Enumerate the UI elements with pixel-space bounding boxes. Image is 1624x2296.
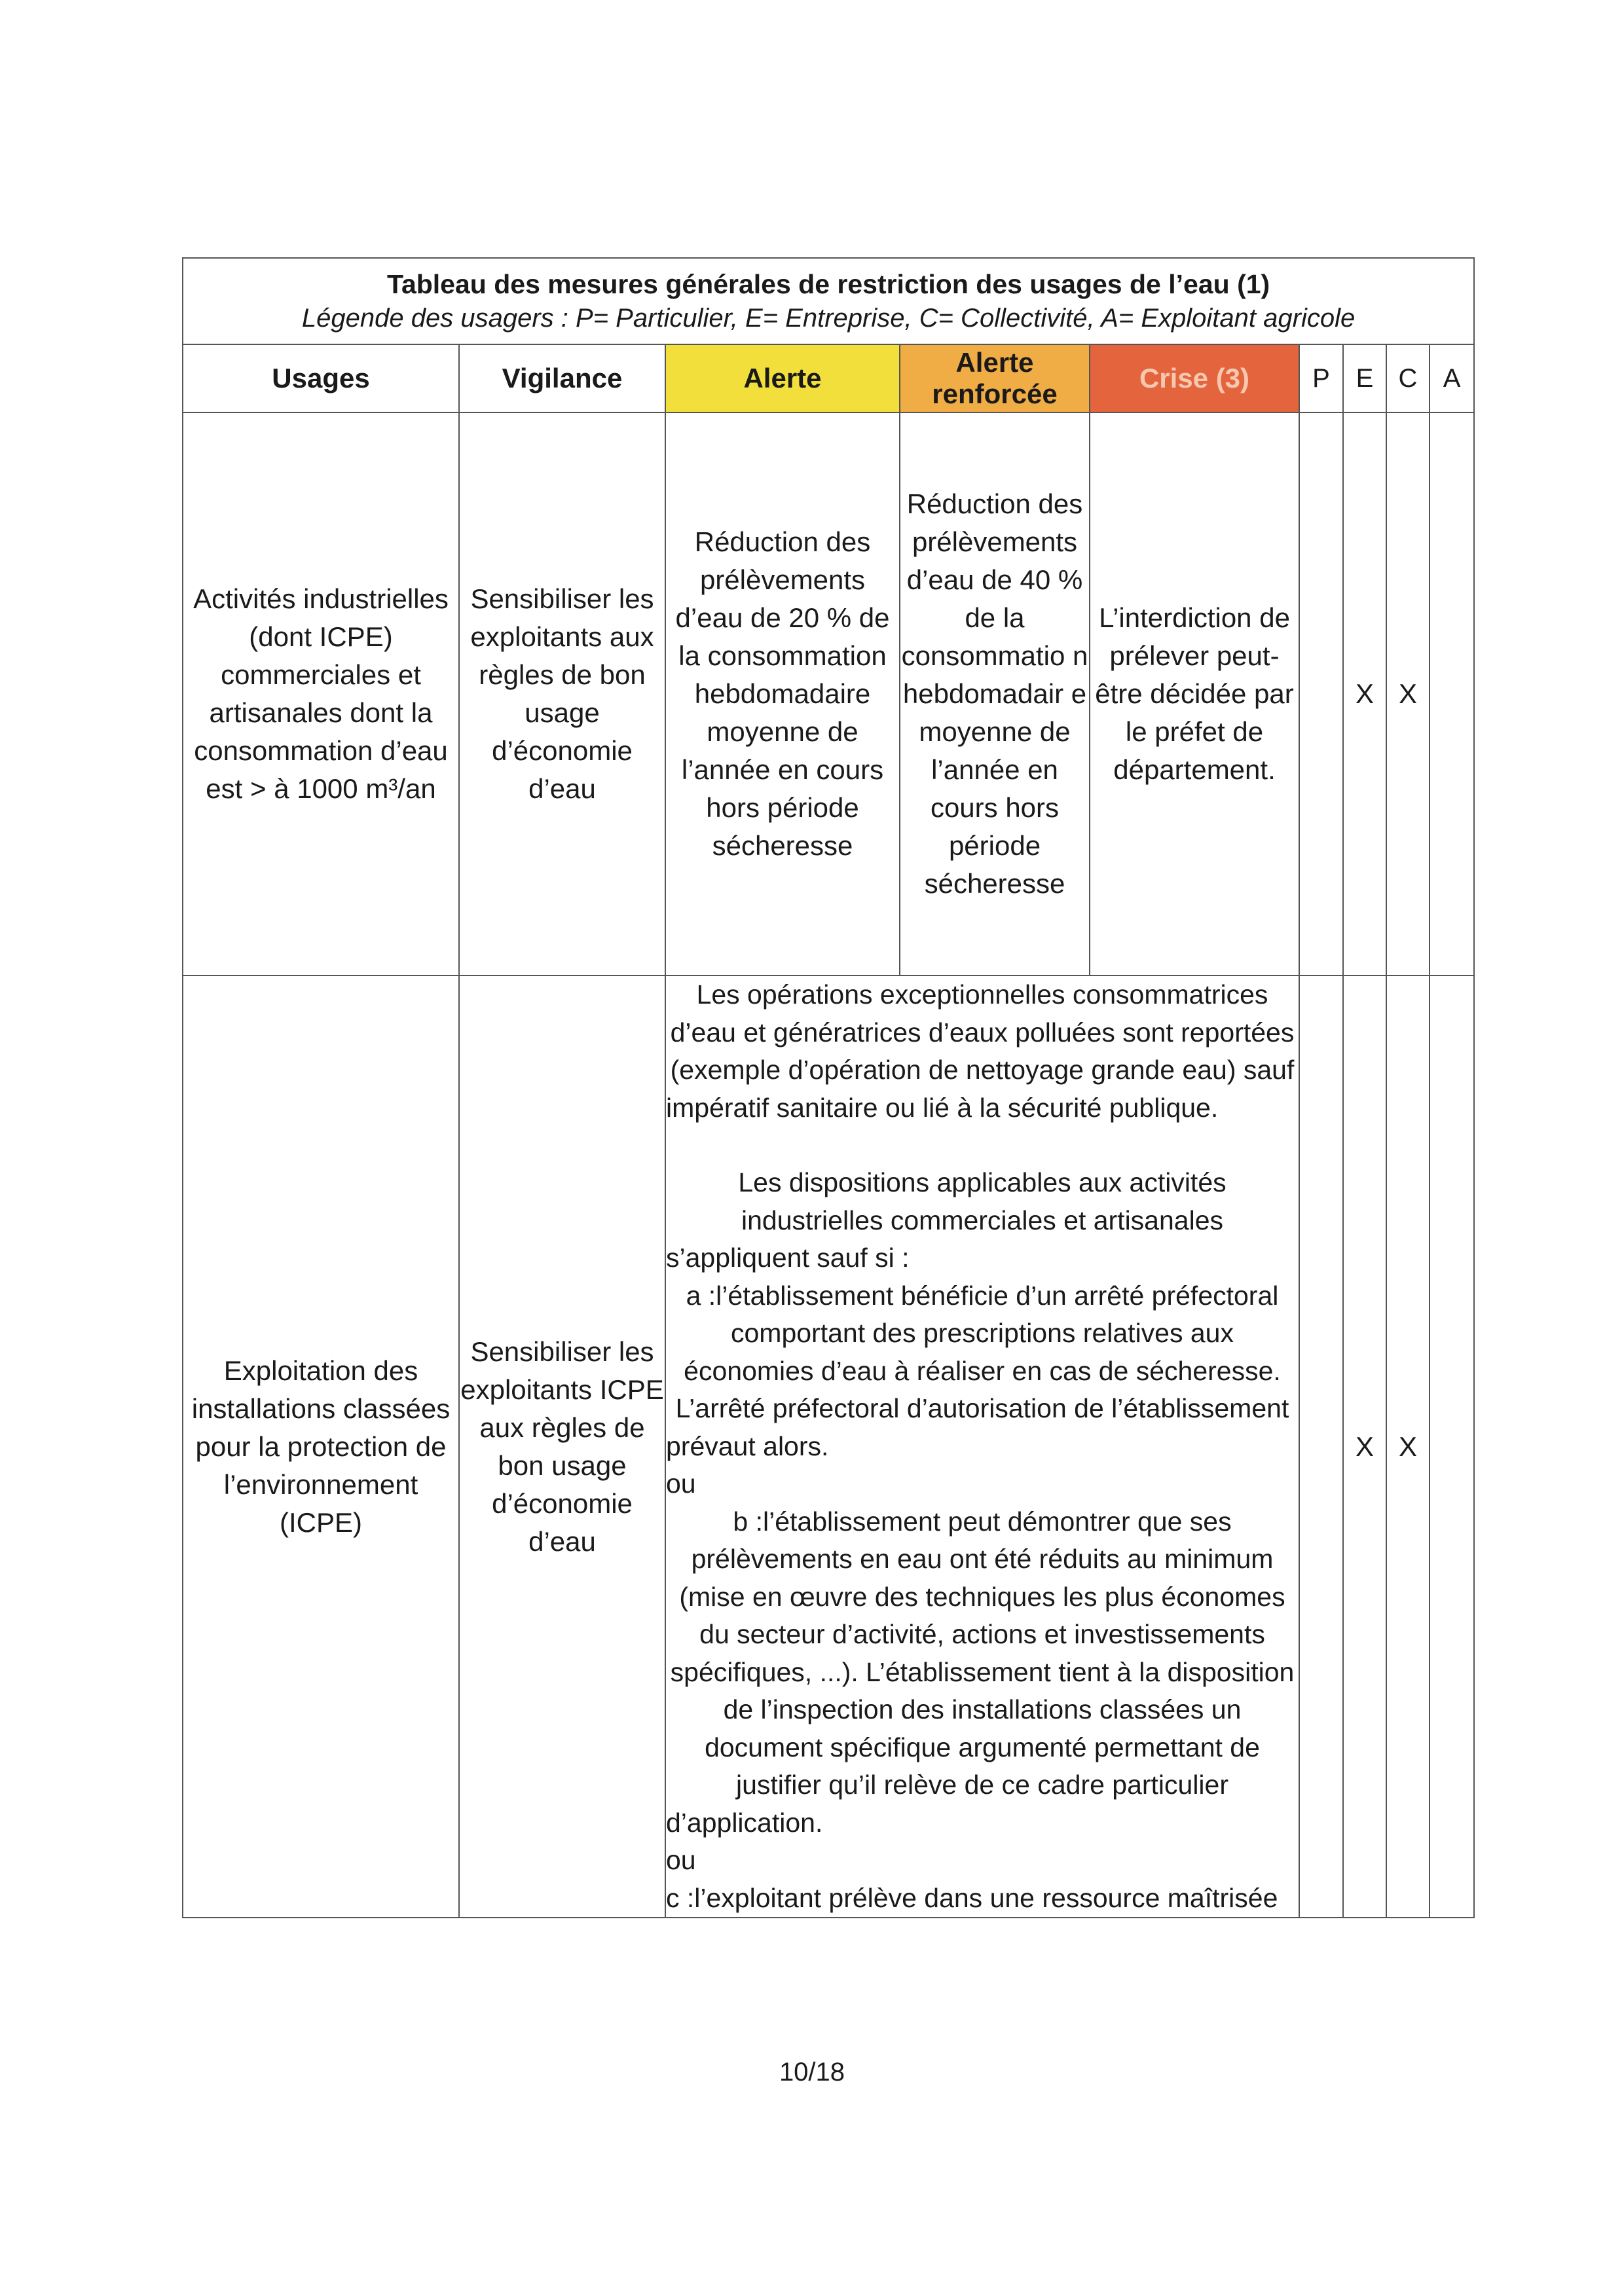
measures-item-a: a :l’établissement bénéficie d’un arrêté préfectoral comportant des prescriptions relatives aux économies d’eau à réaliser en cas de sécheresse. L’arrêté préfectoral d’autorisation de l’établissement prévaut alors. (666, 1280, 1289, 1461)
header-e: E (1343, 344, 1386, 412)
row1-crise: L’interdiction de prélever peut-être décidée par le préfet de département. (1090, 412, 1299, 975)
header-crise: Crise (3) (1090, 344, 1299, 412)
header-row (183, 344, 1474, 412)
header-a: A (1430, 344, 1474, 412)
table-title: Tableau des mesures générales de restriction des usages de l’eau (1) (386, 269, 1270, 299)
row1-alerte: Réduction des prélèvements d’eau de 20 % de la consommation hebdomadaire moyenne de l’année en cours hors période sécheresse (665, 412, 900, 975)
row2-p (1299, 975, 1343, 1918)
header-alerte-renforcee: Alerte renforcée (900, 344, 1090, 412)
paragraph-spacer (666, 1127, 1299, 1164)
restriction-table (182, 257, 1475, 1918)
page-number: 10/18 (779, 2058, 845, 2086)
row1-a (1430, 412, 1474, 975)
row1-p (1299, 412, 1343, 975)
row2-measures (665, 975, 1299, 1918)
row2-c: X (1386, 975, 1430, 1918)
row2-vigilance: Sensibiliser les exploitants ICPE aux règles de bon usage d’économie d’eau (459, 975, 665, 1918)
table-title-cell (183, 258, 1474, 344)
row1-vigilance: Sensibiliser les exploitants aux règles de bon usage d’économie d’eau (459, 412, 665, 975)
row1-usage: Activités industrielles (dont ICPE) commerciales et artisanales dont la consommation d’eau est > à 1000 m³/an (183, 412, 459, 975)
row1-c: X (1386, 412, 1430, 975)
table-row (183, 975, 1474, 1918)
row2-e: X (1343, 975, 1386, 1918)
header-c: C (1386, 344, 1430, 412)
table-row (183, 412, 1474, 975)
header-vigilance: Vigilance (459, 344, 665, 412)
measures-or-1: ou (666, 1468, 696, 1499)
measures-paragraph-2: Les dispositions applicables aux activités industrielles commerciales et artisanales s’appliquent sauf si : (666, 1167, 1227, 1273)
row1-e: X (1343, 412, 1386, 975)
table-legend: Légende des usagers : P= Particulier, E= Entreprise, C= Collectivité, A= Exploitant agricole (301, 304, 1356, 333)
header-usages: Usages (183, 344, 459, 412)
measures-paragraph-1: Les opérations exceptionnelles consommatrices d’eau et génératrices d’eaux polluées sont reportées (exemple d’opération de nettoyage grande eau) sauf impératif sanitaire ou lié à la sécurité publique. (666, 979, 1295, 1123)
row2-usage: Exploitation des installations classées pour la protection de l’environnement (ICPE) (183, 975, 459, 1918)
measures-or-2: ou (666, 1845, 696, 1875)
measures-item-c: c :l’exploitant prélève dans une ressource maîtrisée (666, 1882, 1278, 1913)
header-p: P (1299, 344, 1343, 412)
measures-item-b: b :l’établissement peut démontrer que ses prélèvements en eau ont été réduits au minimum (mise en œuvre des techniques les plus économes du secteur d’activité, actions et investissements spécifiques, ...). L’établissement tient à la disposition de l’inspection des installations classées un document spécifique argumenté permettant de justifier qu’il relève de ce cadre particulier d’application. (666, 1506, 1295, 1838)
header-alerte: Alerte (665, 344, 900, 412)
row1-alerte-renforcee: Réduction des prélèvements d’eau de 40 % de la consommatio n hebdomadair e moyenne de l’année en cours hors période sécheresse (900, 412, 1090, 975)
row2-a (1430, 975, 1474, 1918)
title-row (183, 258, 1474, 344)
